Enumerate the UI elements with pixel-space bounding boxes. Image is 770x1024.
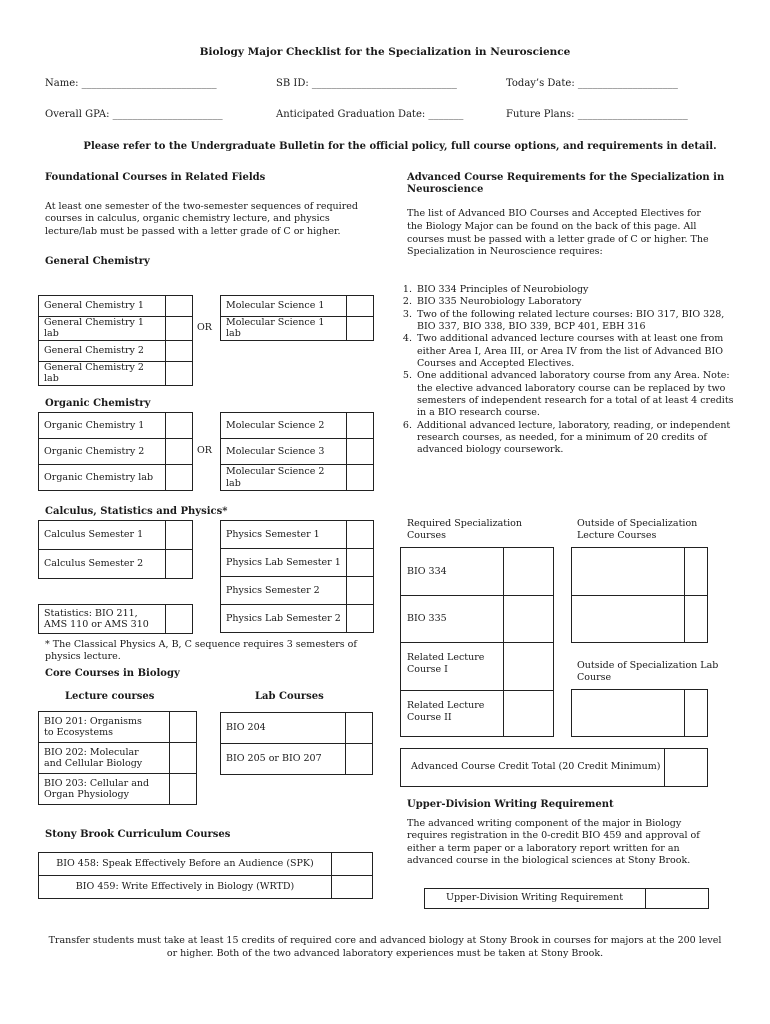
table-cell: General Chemistry 1 lab bbox=[39, 317, 166, 341]
gpa-field[interactable]: Overall GPA: ______________________ bbox=[45, 109, 223, 120]
org-chem-heading: Organic Chemistry bbox=[45, 398, 151, 409]
checkbox[interactable] bbox=[347, 549, 374, 577]
core-lab-table bbox=[220, 712, 373, 775]
table-cell: General Chemistry 2 bbox=[39, 340, 166, 361]
lecture-courses-heading: Lecture courses bbox=[65, 691, 155, 702]
list-item: 4. Two additional advanced lecture courses with at least one from either Area I, Area III, or Area IV from the list of Advanced BIO Courses and Accepted Electives. bbox=[415, 333, 743, 370]
checkbox[interactable] bbox=[572, 596, 683, 642]
foundational-heading: Foundational Courses in Related Fields bbox=[45, 172, 266, 183]
table-cell: BIO 205 or BIO 207 bbox=[221, 744, 346, 775]
table-cell: Physics Lab Semester 2 bbox=[221, 605, 347, 633]
checkbox[interactable] bbox=[166, 317, 193, 341]
checkbox[interactable] bbox=[170, 743, 197, 774]
table-cell: Organic Chemistry 1 bbox=[39, 413, 166, 439]
bulletin-notice: Please refer to the Undergraduate Bulletin for the official policy, full course options, and requirements in detail. bbox=[83, 141, 717, 152]
sbc-table bbox=[38, 852, 373, 899]
checkbox[interactable] bbox=[166, 439, 193, 465]
checkbox[interactable] bbox=[572, 690, 683, 736]
advanced-heading: Advanced Course Requirements for the Specialization in bbox=[407, 172, 725, 183]
related-lecture-2-cell: Related Lecture Course II bbox=[407, 700, 485, 723]
sbid-field[interactable]: SB ID: _____________________________ bbox=[276, 78, 457, 89]
table-cell: General Chemistry 1 bbox=[39, 296, 166, 317]
statistics-table bbox=[38, 604, 193, 634]
table-cell: Molecular Science 1 bbox=[221, 296, 347, 317]
transfer-note: Transfer students must take at least 15 credits of required core and advanced biology at Stony Brook in courses for majors at the 200 level bbox=[48, 935, 722, 946]
gen-chem-table bbox=[38, 295, 193, 386]
table-cell: General Chemistry 2 lab bbox=[39, 361, 166, 385]
checkbox[interactable] bbox=[347, 521, 374, 549]
checkbox[interactable] bbox=[347, 413, 374, 439]
checkbox[interactable] bbox=[346, 744, 373, 775]
table-cell: BIO 458: Speak Effectively Before an Audience (SPK) bbox=[39, 853, 332, 876]
org-chem-table bbox=[38, 412, 193, 491]
checkbox[interactable] bbox=[346, 713, 373, 744]
core-heading: Core Courses in Biology bbox=[45, 668, 180, 679]
advanced-intro: The list of Advanced BIO Courses and Accepted Electives for the Biology Major can be found on the back of this page. All courses must be passed with a letter grade of C or higher. The Specialization in Neuroscience requires: bbox=[407, 208, 709, 258]
credit-total-input[interactable] bbox=[665, 749, 707, 786]
checkbox[interactable] bbox=[166, 361, 193, 385]
checkbox[interactable] bbox=[166, 340, 193, 361]
checkbox[interactable] bbox=[166, 550, 193, 579]
or-label: OR bbox=[197, 322, 212, 333]
checkbox[interactable] bbox=[166, 413, 193, 439]
checkbox[interactable] bbox=[170, 712, 197, 743]
or-label: OR bbox=[197, 445, 212, 456]
checkbox[interactable] bbox=[646, 889, 708, 908]
checkbox[interactable] bbox=[170, 774, 197, 805]
bio-335-cell: BIO 335 bbox=[407, 613, 447, 624]
physics-footnote: * The Classical Physics A, B, C sequence requires 3 semesters of physics lecture. bbox=[45, 639, 357, 662]
calculus-table bbox=[38, 520, 193, 579]
checkbox[interactable] bbox=[347, 439, 374, 465]
checkbox[interactable] bbox=[166, 465, 193, 491]
table-cell: Calculus Semester 2 bbox=[39, 550, 166, 579]
table-cell: Molecular Science 1 lab bbox=[221, 317, 347, 341]
credit-total-label: Advanced Course Credit Total (20 Credit Minimum) bbox=[411, 761, 661, 772]
mol-sci-table bbox=[220, 295, 374, 341]
table-cell: Physics Semester 2 bbox=[221, 577, 347, 605]
table-cell: BIO 202: Molecular and Cellular Biology bbox=[39, 743, 170, 774]
advanced-heading-line2: Neuroscience bbox=[407, 184, 484, 195]
mol-sci-2-table bbox=[220, 412, 374, 491]
writing-text: The advanced writing component of the major in Biology requires registration in the 0-credit BIO 459 and approval of either a term paper or a laboratory report written for an advanced course in the biological sciences at Stony Brook. bbox=[407, 818, 700, 867]
checkbox[interactable] bbox=[504, 691, 553, 737]
table-cell: Physics Lab Semester 1 bbox=[221, 549, 347, 577]
lab-courses-heading: Lab Courses bbox=[255, 691, 324, 702]
outside-lab-heading: Outside of Specialization Lab Course bbox=[577, 660, 719, 683]
checkbox[interactable] bbox=[332, 853, 373, 876]
table-cell: BIO 203: Cellular and Organ Physiology bbox=[39, 774, 170, 805]
list-item: 1. BIO 334 Principles of Neurobiology bbox=[415, 284, 743, 296]
graduation-date-field[interactable]: Anticipated Graduation Date: _______ bbox=[276, 109, 464, 120]
transfer-note-line2: or higher. Both of the two advanced laboratory experiences must be taken at Stony Brook. bbox=[166, 948, 604, 959]
checkbox[interactable] bbox=[166, 521, 193, 550]
gen-chem-heading: General Chemistry bbox=[45, 256, 150, 267]
requirements-list bbox=[397, 284, 743, 457]
calc-phys-heading: Calculus, Statistics and Physics* bbox=[45, 506, 228, 517]
outside-lecture-heading: Outside of Specialization Lecture Courses bbox=[577, 518, 698, 541]
table-cell: Statistics: BIO 211, AMS 110 or AMS 310 bbox=[39, 605, 166, 634]
core-lecture-table bbox=[38, 711, 197, 805]
table-cell: BIO 204 bbox=[221, 713, 346, 744]
list-item: 6. Additional advanced lecture, laboratory, reading, or independent research courses, as needed, for a minimum of 20 credits of advanced biology coursework. bbox=[415, 420, 743, 457]
checkbox[interactable] bbox=[347, 465, 374, 491]
checkbox[interactable] bbox=[347, 605, 374, 633]
table-cell: Organic Chemistry lab bbox=[39, 465, 166, 491]
future-plans-field[interactable]: Future Plans: ______________________ bbox=[506, 109, 688, 120]
checkbox[interactable] bbox=[504, 643, 553, 690]
table-cell: Molecular Science 3 bbox=[221, 439, 347, 465]
physics-table bbox=[220, 520, 374, 633]
related-lecture-1-cell: Related Lecture Course I bbox=[407, 652, 485, 675]
checkbox[interactable] bbox=[332, 876, 373, 899]
bio-334-cell: BIO 334 bbox=[407, 566, 447, 577]
writing-heading: Upper-Division Writing Requirement bbox=[407, 799, 614, 810]
checkbox[interactable] bbox=[572, 548, 683, 595]
checkbox[interactable] bbox=[504, 548, 553, 595]
table-cell: Molecular Science 2 bbox=[221, 413, 347, 439]
checkbox[interactable] bbox=[166, 296, 193, 317]
checkbox[interactable] bbox=[166, 605, 193, 634]
required-spec-heading: Required Specialization Courses bbox=[407, 518, 522, 541]
page-title: Biology Major Checklist for the Specialization in Neuroscience bbox=[199, 46, 571, 58]
checkbox[interactable] bbox=[347, 577, 374, 605]
checkbox[interactable] bbox=[347, 317, 374, 341]
todays-date-field[interactable]: Today’s Date: ____________________ bbox=[506, 78, 678, 89]
table-cell: Physics Semester 1 bbox=[221, 521, 347, 549]
checkbox[interactable] bbox=[347, 296, 374, 317]
checkbox[interactable] bbox=[504, 596, 553, 642]
table-cell: Organic Chemistry 2 bbox=[39, 439, 166, 465]
writing-requirement-label: Upper-Division Writing Requirement bbox=[445, 892, 624, 903]
list-item: 3. Two of the following related lecture courses: BIO 317, BIO 328, BIO 337, BIO 338, BIO 339, BCP 401, EBH 316 bbox=[415, 309, 743, 334]
sbc-heading: Stony Brook Curriculum Courses bbox=[45, 829, 231, 840]
table-cell: BIO 201: Organisms to Ecosystems bbox=[39, 712, 170, 743]
table-cell: BIO 459: Write Effectively in Biology (WRTD) bbox=[39, 876, 332, 899]
name-field[interactable]: Name: ___________________________ bbox=[45, 78, 217, 89]
list-item: 5. One additional advanced laboratory course from any Area. Note: the elective advanced laboratory course can be replaced by two semesters of independent research for a total of at least 4 credits in a BIO research course. bbox=[415, 370, 743, 419]
table-cell: Molecular Science 2 lab bbox=[221, 465, 347, 491]
table-cell: Calculus Semester 1 bbox=[39, 521, 166, 550]
list-item: 2. BIO 335 Neurobiology Laboratory bbox=[415, 296, 743, 308]
foundational-intro: At least one semester of the two-semester sequences of required courses in calculus, organic chemistry lecture, and physics lecture/lab must be passed with a letter grade of C or higher. bbox=[45, 201, 358, 237]
